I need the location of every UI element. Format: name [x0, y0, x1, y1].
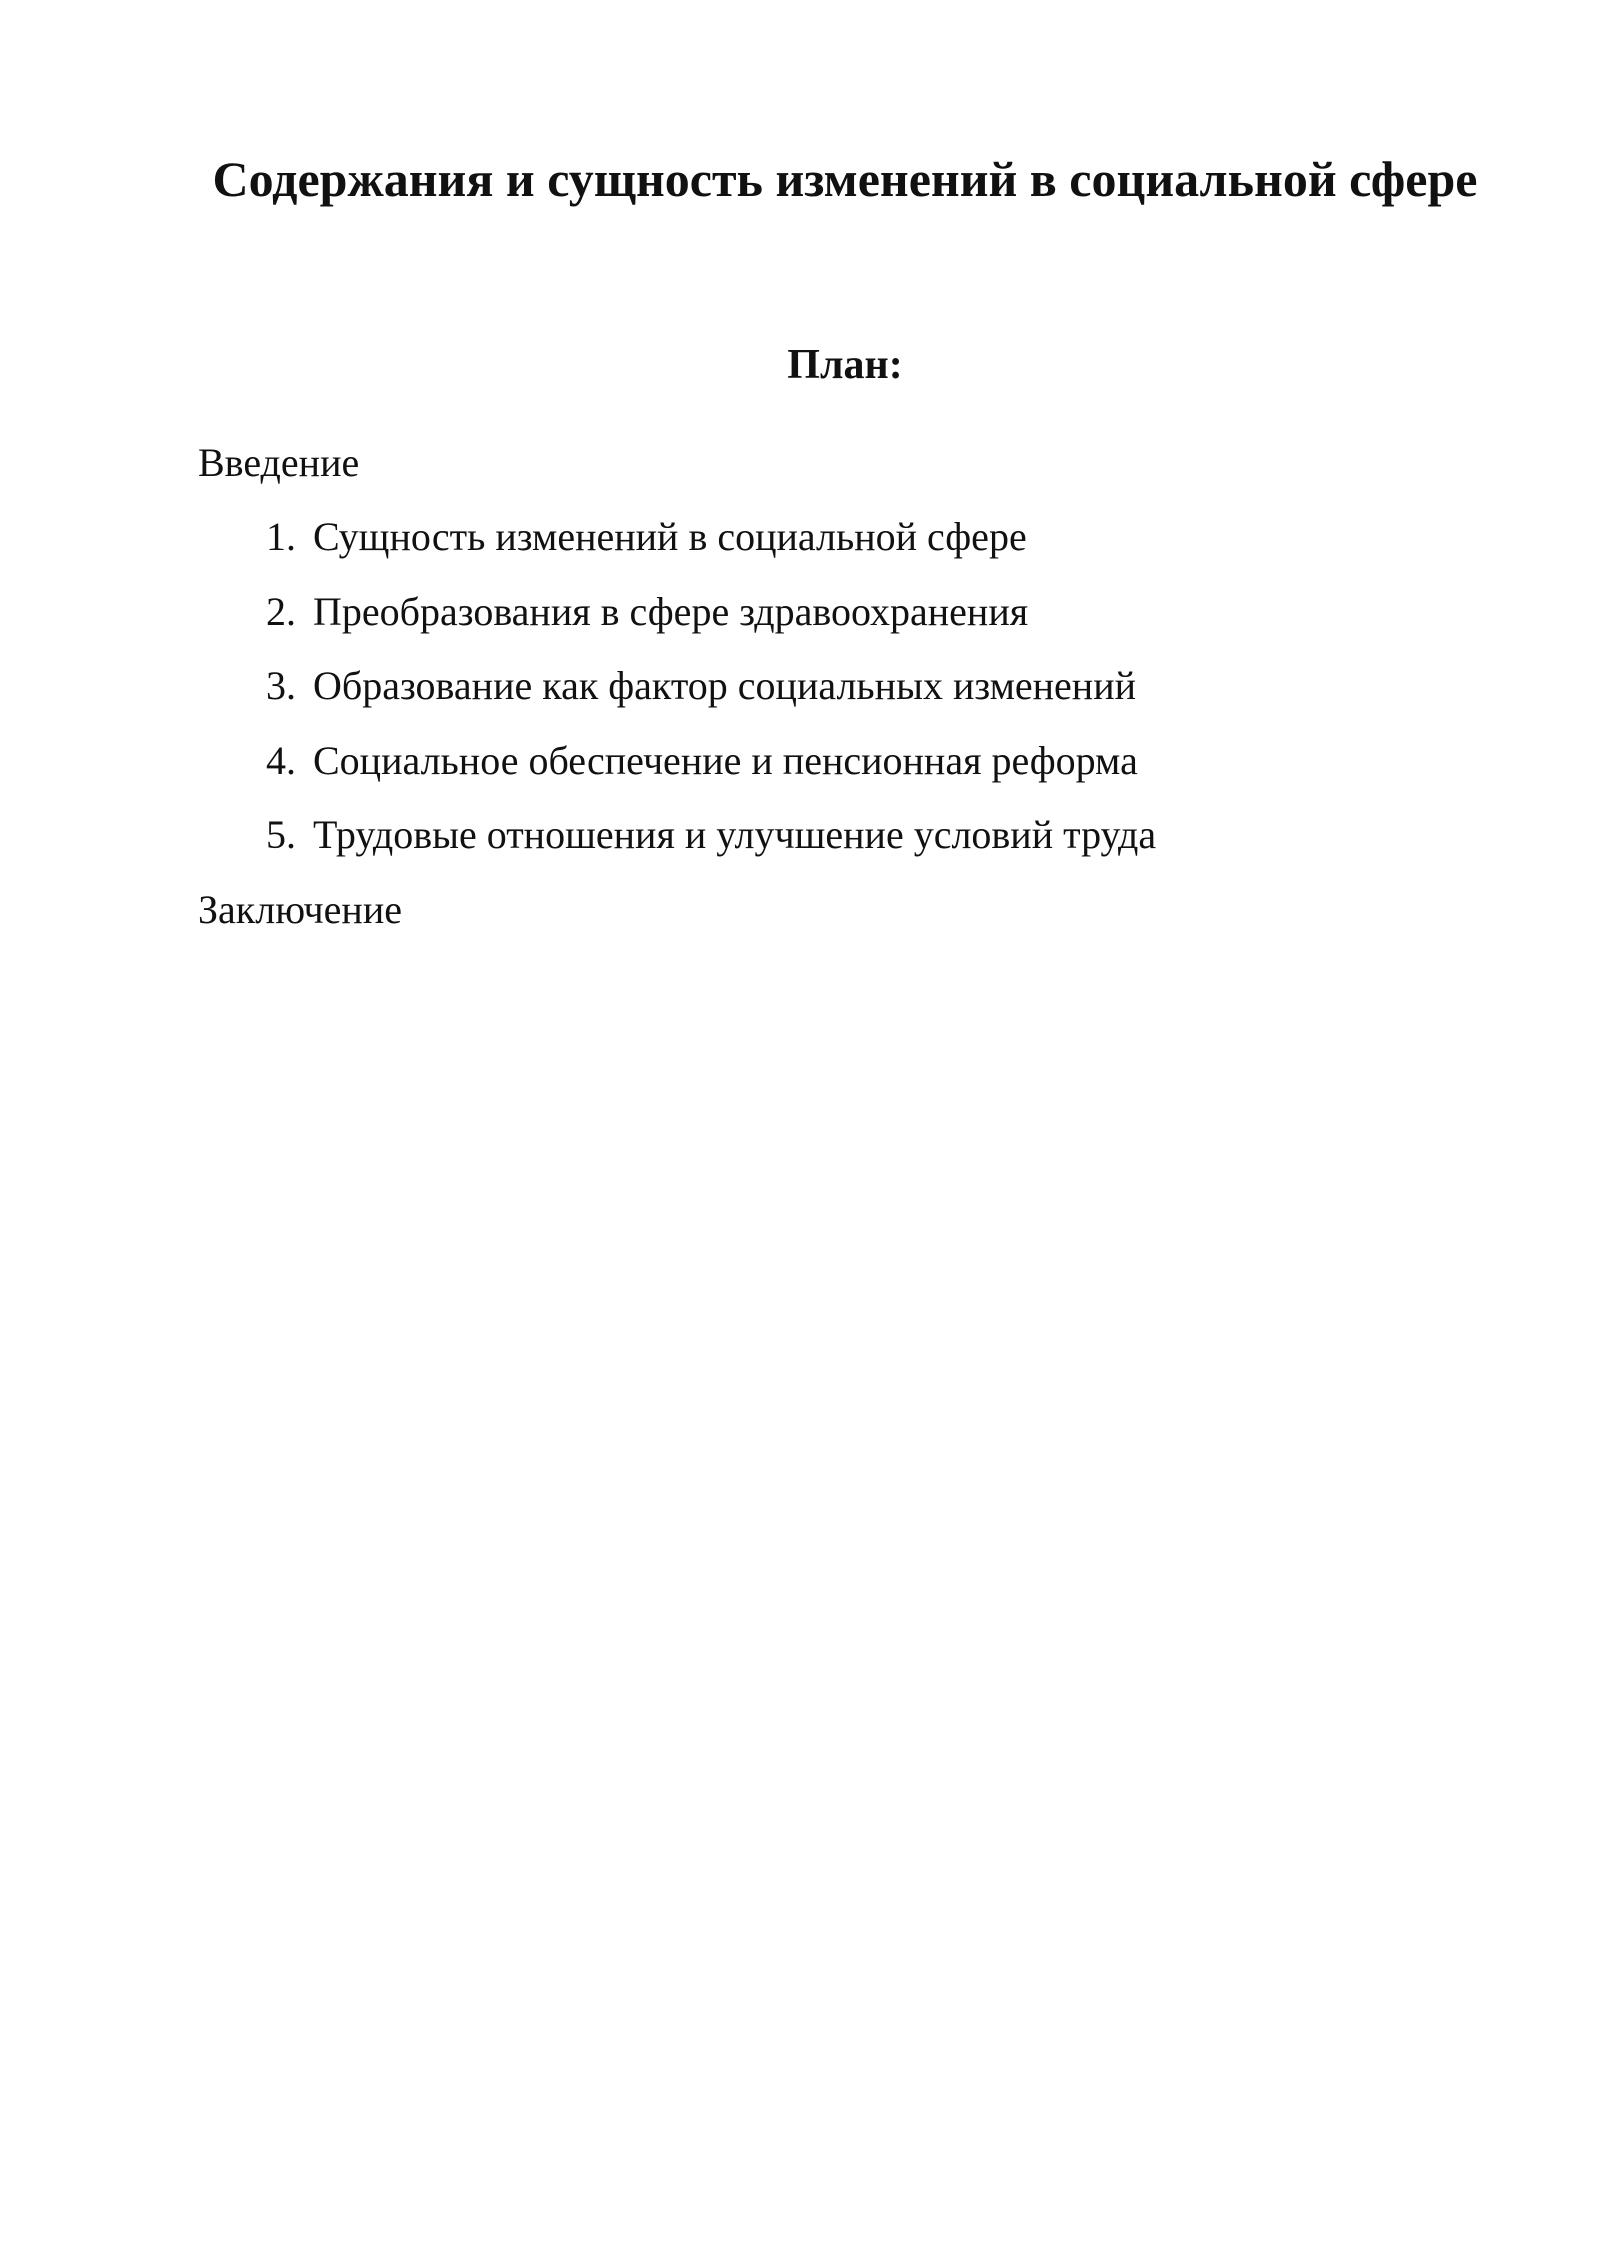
plan-item-number: 1. [266, 514, 296, 559]
plan-heading: План: [787, 342, 903, 388]
plan-item-number: 3. [266, 663, 296, 708]
plan-conclusion: Заключение [198, 887, 402, 932]
plan-item-number: 2. [266, 588, 296, 634]
plan-intro: Введение [198, 440, 360, 485]
plan-item [198, 509, 1156, 565]
plan-item-text: Преобразования в сфере здравоохранения [313, 588, 1029, 634]
plan-item [198, 658, 1156, 714]
plan-item-text: Сущность изменений в социальной сфере [313, 514, 1027, 559]
plan-item [198, 807, 1156, 863]
plan-item-text: Социальное обеспечение и пенсионная реформа [313, 737, 1138, 783]
plan-item [198, 733, 1156, 789]
plan-item [198, 584, 1156, 640]
plan-item-number: 4. [266, 737, 296, 783]
plan-item-text: Образование как фактор социальных изменений [313, 663, 1137, 708]
document-title: Содержания и сущность изменений в социальной сфере [212, 151, 1478, 207]
plan-item-number: 5. [266, 812, 296, 857]
plan-item-text: Трудовые отношения и улучшение условий труда [313, 812, 1157, 857]
plan-list [198, 509, 1156, 882]
